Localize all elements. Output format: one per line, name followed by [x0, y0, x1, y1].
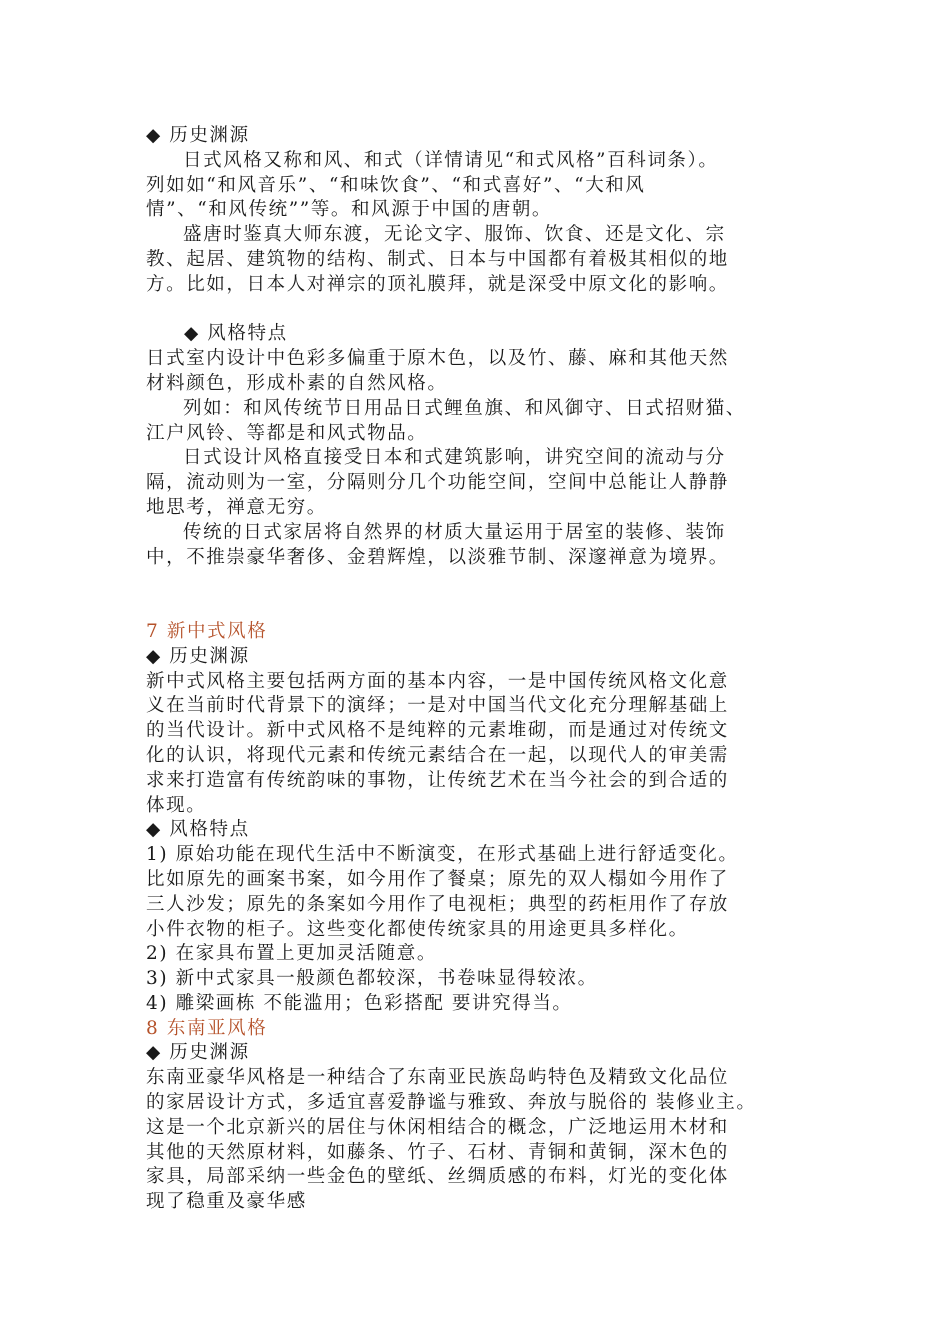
- paragraph-line: 隔，流动则为一室，分隔则分几个功能空间，空间中总能让人静静: [146, 472, 729, 494]
- section-heading-features: ◆ 风格特点: [184, 323, 288, 345]
- list-item: 3) 新中式家具一般颜色都较深，书卷味显得较浓。: [146, 968, 598, 990]
- paragraph-line: 传统的日式家居将自然界的材质大量运用于居室的装修、装饰: [183, 521, 726, 543]
- paragraph-line: 求来打造富有传统韵味的事物，让传统艺术在当今社会的到合适的: [146, 769, 729, 791]
- paragraph-line: 教、起居、建筑物的结构、制式、日本与中国都有着极其相似的地: [146, 248, 729, 270]
- paragraph-line: 家具，局部采纳一些金色的壁纸、丝绸质感的布料，灯光的变化体: [146, 1166, 729, 1188]
- paragraph-line: 其他的天然原材料，如藤条、竹子、石材、青铜和黄铜，深木色的: [146, 1141, 729, 1163]
- paragraph-line: 日式风格又称和风、和式（详情请见“和式风格”百科词条）。: [183, 149, 719, 171]
- section-heading-history: ◆ 历史渊源: [146, 1042, 250, 1064]
- paragraph-line: 中，不推崇豪华奢侈、金碧辉煌，以淡雅节制、深邃禅意为境界。: [146, 546, 729, 568]
- paragraph-line: 义在当前时代背景下的演绎；一是对中国当代文化充分理解基础上: [146, 695, 729, 717]
- paragraph-line: 材料颜色，形成朴素的自然风格。: [146, 372, 448, 394]
- list-item: 2) 在家具布置上更加灵活随意。: [146, 943, 437, 965]
- paragraph-line: 新中式风格主要包括两方面的基本内容，一是中国传统风格文化意: [146, 670, 729, 692]
- paragraph-line: 现了稳重及豪华感: [146, 1191, 307, 1213]
- paragraph-line: 江户风铃、等都是和风式物品。: [146, 422, 428, 444]
- paragraph-line: 的当代设计。新中式风格不是纯粹的元素堆砌，而是通过对传统文: [146, 720, 729, 742]
- paragraph-line: 地思考，禅意无穷。: [146, 496, 327, 518]
- list-item: 小件衣物的柜子。这些变化都使传统家具的用途更具多样化。: [146, 918, 689, 940]
- paragraph-line: 列如如“和风音乐”、“和味饮食”、“和式喜好”、“大和风: [146, 174, 646, 196]
- list-item: 三人沙发；原先的条案如今用作了电视柜；典型的药柜用作了存放: [146, 893, 729, 915]
- section-heading-history: ◆ 历史渊源: [146, 645, 250, 667]
- page-content: [146, 124, 836, 1215]
- paragraph-line: 体现。: [146, 794, 207, 816]
- paragraph-line: 日式设计风格直接受日本和式建筑影响，讲究空间的流动与分: [183, 447, 726, 469]
- spacer: [146, 595, 836, 620]
- spacer: [146, 298, 836, 323]
- section-title-southeast-asian: 8 东南亚风格: [146, 1017, 268, 1039]
- list-item: 1) 原始功能在现代生活中不断演变，在形式基础上进行舒适变化。: [146, 844, 739, 866]
- section-heading-features: ◆ 风格特点: [146, 819, 250, 841]
- paragraph-line: 列如：和风传统节日用品日式鲤鱼旗、和风御守、日式招财猫、: [183, 397, 746, 419]
- paragraph-line: 这是一个北京新兴的居住与休闲相结合的概念，广泛地运用木材和: [146, 1116, 729, 1138]
- spacer: [146, 570, 836, 595]
- paragraph-line: 情”、“和风传统””等。和风源于中国的唐朝。: [146, 199, 553, 221]
- paragraph-line: 东南亚豪华风格是一种结合了东南亚民族岛屿特色及精致文化品位: [146, 1067, 729, 1089]
- list-item: 比如原先的画案书案，如今用作了餐桌；原先的双人榻如今用作了: [146, 868, 729, 890]
- section-title-new-chinese: 7 新中式风格: [146, 620, 268, 642]
- paragraph-line: 日式室内设计中色彩多偏重于原木色，以及竹、藤、麻和其他天然: [146, 348, 729, 370]
- section-heading-history: ◆ 历史渊源: [146, 125, 250, 146]
- paragraph-line: 方。比如，日本人对禅宗的顶礼膜拜，就是深受中原文化的影响。: [146, 273, 729, 295]
- paragraph-line: 的家居设计方式，多适宜喜爱静谧与雅致、奔放与脱俗的 装修业主。: [146, 1092, 757, 1114]
- paragraph-line: 盛唐时鉴真大师东渡，无论文字、服饰、饮食、还是文化、宗: [183, 224, 726, 246]
- list-item: 4) 雕梁画栋 不能滥用；色彩搭配 要讲究得当。: [146, 992, 573, 1014]
- paragraph-line: 化的认识，将现代元素和传统元素结合在一起，以现代人的审美需: [146, 744, 729, 766]
